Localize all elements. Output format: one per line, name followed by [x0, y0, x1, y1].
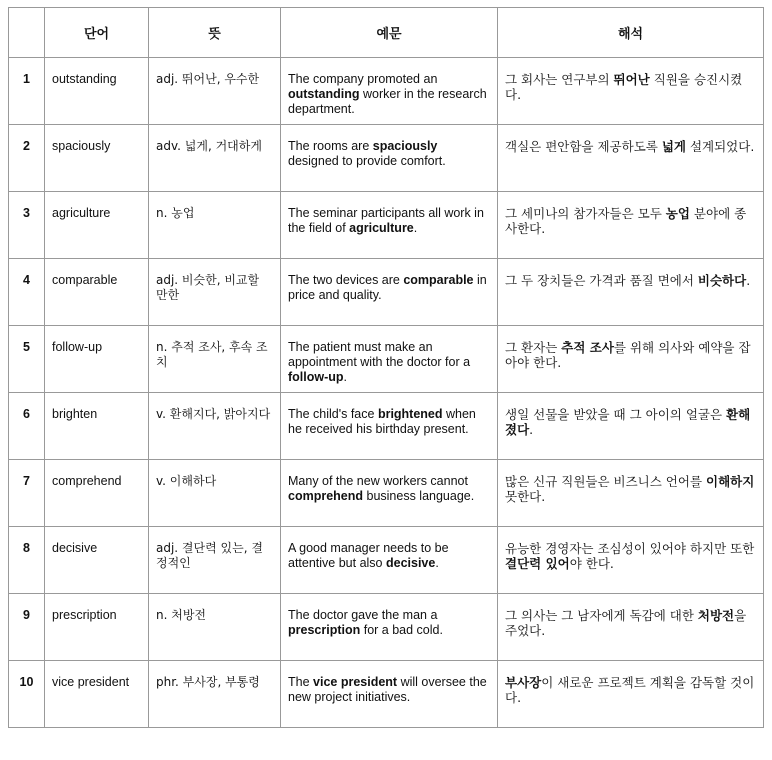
example-text: worker in the research department.	[288, 87, 487, 116]
table-row	[9, 259, 764, 326]
translation-keyword: 이해하지	[706, 474, 755, 489]
row-number: 1	[9, 58, 45, 125]
table-row	[9, 527, 764, 594]
translation-keyword: 처방전	[697, 608, 735, 623]
header-meaning: 뜻	[149, 8, 281, 58]
meaning: adj. 뛰어난, 우수한	[149, 58, 281, 125]
translation-text: 그 세미나의 참가자들은 모두	[505, 206, 666, 221]
meaning: adj. 비슷한, 비교할 만한	[149, 259, 281, 326]
example-sentence	[281, 259, 498, 326]
row-number: 8	[9, 527, 45, 594]
translation-text: 그 환자는	[505, 340, 562, 355]
row-number: 2	[9, 125, 45, 192]
example-keyword: vice president	[313, 675, 398, 689]
header-translation: 해석	[498, 8, 764, 58]
example-sentence	[281, 393, 498, 460]
example-sentence	[281, 58, 498, 125]
meaning: adv. 넓게, 거대하게	[149, 125, 281, 192]
translation-keyword: 비슷하다	[697, 273, 747, 288]
example-text: .	[343, 370, 348, 384]
meaning: v. 환해지다, 밝아지다	[149, 393, 281, 460]
example-keyword: agriculture	[349, 221, 414, 235]
translation-text: 을 주었다.	[505, 608, 747, 638]
example-text: .	[435, 556, 439, 570]
example-text: designed to provide comfort.	[288, 154, 446, 168]
header-word: 단어	[45, 8, 149, 58]
table-row	[9, 661, 764, 728]
table-row	[9, 58, 764, 125]
row-number: 9	[9, 594, 45, 661]
example-sentence	[281, 594, 498, 661]
translation-keyword: 추적 조사	[561, 340, 614, 355]
example-sentence	[281, 192, 498, 259]
example-keyword: follow-up	[288, 370, 344, 384]
translation-keyword: 넓게	[661, 139, 686, 154]
example-text: The company promoted an	[288, 72, 438, 86]
example-text: The doctor gave the man a	[288, 608, 438, 622]
meaning: n. 처방전	[149, 594, 281, 661]
translation	[498, 192, 764, 259]
example-text: The	[288, 675, 314, 689]
word: comparable	[45, 259, 149, 326]
translation-text: .	[746, 273, 751, 288]
word: vice president	[45, 661, 149, 728]
word: prescription	[45, 594, 149, 661]
table-body	[9, 58, 764, 728]
meaning: n. 농업	[149, 192, 281, 259]
row-number: 7	[9, 460, 45, 527]
table-row	[9, 192, 764, 259]
translation-keyword: 부사장	[505, 675, 542, 690]
example-sentence	[281, 326, 498, 393]
table-row	[9, 326, 764, 393]
example-keyword: outstanding	[288, 87, 360, 101]
example-text: The rooms are	[288, 139, 373, 153]
word: brighten	[45, 393, 149, 460]
translation-text: 많은 신규 직원들은 비즈니스 언어를	[505, 474, 706, 489]
example-text: in price and quality.	[288, 273, 487, 302]
example-sentence	[281, 527, 498, 594]
translation	[498, 393, 764, 460]
word: follow-up	[45, 326, 149, 393]
example-text: The seminar participants all work in the field of	[288, 206, 484, 235]
meaning: adj. 결단력 있는, 결정적인	[149, 527, 281, 594]
example-text: The child's face	[288, 407, 378, 421]
example-keyword: brightened	[377, 407, 443, 421]
example-sentence	[281, 125, 498, 192]
translation-keyword: 환해졌다	[505, 407, 751, 437]
translation-keyword: 농업	[665, 206, 690, 221]
example-text: A good manager needs to be attentive but also	[288, 541, 449, 570]
word: outstanding	[45, 58, 149, 125]
translation-text: 설계되었다.	[685, 139, 755, 154]
table-header	[9, 8, 764, 58]
word: spaciously	[45, 125, 149, 192]
example-text: The two devices are	[288, 273, 404, 287]
table-row	[9, 393, 764, 460]
header-number	[9, 8, 45, 58]
vocabulary-table	[8, 7, 764, 728]
row-number: 3	[9, 192, 45, 259]
example-keyword: spaciously	[372, 139, 438, 153]
translation-text: 그 두 장치들은 가격과 품질 면에서	[505, 273, 698, 288]
table-row	[9, 125, 764, 192]
translation	[498, 661, 764, 728]
meaning: n. 추적 조사, 후속 조치	[149, 326, 281, 393]
translation	[498, 259, 764, 326]
example-text: Many of the new workers cannot	[288, 474, 468, 488]
row-number: 5	[9, 326, 45, 393]
example-text: when he received his birthday present.	[288, 407, 476, 436]
word: decisive	[45, 527, 149, 594]
example-text: will oversee the new project initiatives.	[288, 675, 487, 704]
header-example: 예문	[281, 8, 498, 58]
row-number: 6	[9, 393, 45, 460]
table-row	[9, 594, 764, 661]
translation	[498, 594, 764, 661]
example-sentence	[281, 460, 498, 527]
meaning: v. 이해하다	[149, 460, 281, 527]
translation-keyword: 뛰어난	[613, 72, 650, 87]
example-keyword: comparable	[403, 273, 474, 287]
translation	[498, 460, 764, 527]
example-sentence	[281, 661, 498, 728]
example-text: business language.	[363, 489, 475, 503]
row-number: 10	[9, 661, 45, 728]
header-row	[9, 8, 764, 58]
translation	[498, 326, 764, 393]
translation-text: 그 회사는 연구부의	[505, 72, 614, 87]
translation-text: .	[529, 422, 534, 437]
translation-text: 객실은 편안함을 제공하도록	[505, 139, 662, 154]
example-keyword: prescription	[288, 623, 361, 637]
translation	[498, 527, 764, 594]
translation-text: 직원을 승진시켰다.	[505, 72, 743, 102]
meaning: phr. 부사장, 부통령	[149, 661, 281, 728]
translation-text: 못한다.	[505, 489, 546, 504]
translation-text: 유능한 경영자는 조심성이 있어야 하지만 또한	[505, 541, 755, 556]
translation-text: 생일 선물을 받았을 때 그 아이의 얼굴은	[505, 407, 727, 422]
example-keyword: comprehend	[288, 489, 364, 503]
example-text: .	[413, 221, 418, 235]
translation-text: 를 위해 의사와 예약을 잡아야 한다.	[505, 340, 751, 370]
translation-text: 야 한다.	[569, 556, 614, 571]
translation-text: 분야에 종사한다.	[505, 206, 747, 236]
translation	[498, 125, 764, 192]
word: agriculture	[45, 192, 149, 259]
example-keyword: decisive	[385, 556, 436, 570]
example-text: for a bad cold.	[360, 623, 443, 637]
table-row	[9, 460, 764, 527]
translation-keyword: 결단력 있어	[505, 556, 570, 571]
word: comprehend	[45, 460, 149, 527]
example-text: The patient must make an appointment with the doctor for a	[288, 340, 471, 369]
translation-text: 그 의사는 그 남자에게 독감에 대한	[505, 608, 698, 623]
translation	[498, 58, 764, 125]
row-number: 4	[9, 259, 45, 326]
translation-text: 이 새로운 프로젝트 계획을 감독할 것이다.	[505, 675, 755, 705]
